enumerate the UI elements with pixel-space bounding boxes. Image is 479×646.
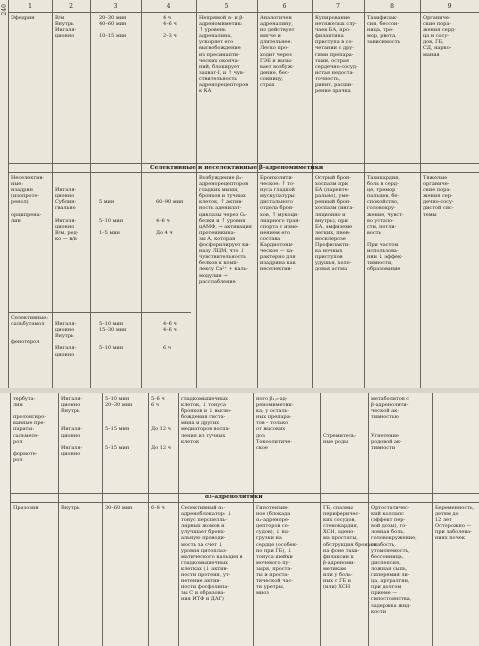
- column-header-5: 5: [224, 3, 229, 10]
- column-divider: [364, 0, 365, 388]
- cell-onset: 5–10 мин 20–30 мин 5–15 мин 5–15 мин: [105, 396, 133, 451]
- cell-mechanism: Возбуждение β₂- адренорецепторов гладких мышц бронхов и тучных клеток, ↑ актив- ность аденилат- циклазы через Gₛ- белки и ↑ уровня цАМФ, → активация протеинкина- зы A, которая фосфорилирует ки- назу ЛЦМ, что ↓ чувствительность белков к комп- лексу Ca²⁺ + каль- модулин → расслабление: [199, 175, 252, 285]
- cell-duration: 4 ч 4–6 ч 2–3 ч: [163, 15, 177, 40]
- column-divider: [196, 0, 197, 388]
- cell-effects: Гипотензив- ное (блокада α₁-адреноре- цепторов со- судов), ↓ на- грузки на сердце (особен- но при ГБ), ↓ тонуса шейки мочевого пу- зыря, проста- ты и проста- тической час- ти уретры, миоз: [256, 505, 298, 597]
- cell-drug-name: тербута- лин пролонгиро- ванные пре- параты: сальметe- рол формотe- рол: [13, 396, 46, 463]
- bottom-page: [0, 393, 479, 646]
- column-divider: [312, 0, 313, 388]
- row-divider: [8, 163, 479, 164]
- section-heading: Селективные и неселективные β-адреномиметики: [150, 165, 324, 171]
- cell-drug-name: Селективные: сальбутамол фенотерол: [11, 315, 48, 346]
- cell-effects: ного β₁,₂-ад- реномиметик- ка; у осталь- ных препара- тов – только от высоких доз Токоолитиче- ское: [256, 396, 294, 451]
- cell-drug-name: Неселектив- ные: изадрин (изопроте- ренол) орципрена- лин: [11, 175, 44, 224]
- page-number: 240: [1, 4, 8, 16]
- cell-mechanism: Непрямой α- и β- адреномиметик: ↑ уровень адреналина, ускоряет его высвобождение из пресинапти- ческих оконча- ний, блокирует захват-I, и ↑ чув- ствительность адренорецепторов к КА: [199, 15, 249, 95]
- cell-contraindications: Тяжелые органиче- ские пора- жения сер- дечно-сосу- дистой сис- темы: [423, 175, 454, 218]
- cell-drug-name: Эфедрин: [11, 15, 35, 21]
- column-divider: [257, 0, 258, 388]
- cell-side-effects: метаболитов с β-адренолити- ческой ак- тивностью Угнетение родовой ак- тивности: [371, 396, 410, 451]
- row-divider: [10, 502, 479, 503]
- column-divider: [432, 393, 433, 646]
- column-divider: [178, 393, 179, 646]
- cell-duration: 6–8 ч: [151, 505, 165, 511]
- cell-indications: Купирование нетяжелых слу- чаев БА, про- филактика приступа в со- четании с дру- гими препара- тами, острая сердечно-сосуд- истая недоста- точность, ринит, расши- рение зрачка: [315, 15, 358, 95]
- column-divider: [90, 0, 91, 388]
- cell-duration: 5–6 ч 6 ч До 12 ч До 12 ч: [151, 396, 171, 451]
- column-header-6: 6: [282, 3, 287, 10]
- cell-duration: 4–6 ч 4–6 ч 6 ч: [163, 321, 177, 352]
- column-divider: [52, 0, 53, 388]
- column-divider: [58, 393, 59, 646]
- cell-onset: 5 мин 5–10 мин 1–5 мин: [99, 199, 124, 236]
- cell-mechanism: Селективный α₁- адреноблокатор: ↓ тонус перспелль- лярных жомов и улучшает бронх- альную проводи- мость за счет ↓ уровня цитоплаз- матического кальция в гладкомышечных клетках (↓ актив- ности протеин, ут- нетение актив- ности фосфолипа- зы C и образова- ния ИТФ и ДАГ): [181, 505, 243, 603]
- column-header-3: 3: [113, 3, 118, 10]
- cell-indications: Стремитель- ные роды: [323, 432, 357, 445]
- column-divider: [8, 0, 9, 388]
- cell-drug-name: Празозин: [13, 505, 39, 511]
- column-header-8: 8: [390, 3, 394, 10]
- section-heading: α₁-адренолитики: [205, 494, 263, 500]
- cell-mechanism: гладкомышечных клеток, ↓ тонуса бронхов и ↓ высво- бождения гиста- мина и других медиаторов воспа- ления из тучных клеток: [181, 396, 232, 445]
- cell-side-effects: Тахифилак- сия, бессон- ница, тре- мор, рвота, зависимость: [367, 15, 401, 46]
- cell-onset: 30–60 мин: [105, 505, 133, 511]
- cell-contraindications: Органиче- ские пора- жения серд- ца и сосу- дов, ГБ, СД, нарко- мания: [423, 15, 456, 58]
- column-divider: [148, 393, 149, 646]
- cell-onset: 5–10 мин 15–30 мин 5–10 мин: [99, 321, 127, 352]
- header-divider: [8, 12, 479, 13]
- cell-indications: Острый брон- хоспазм при БА (паренте- рально), уме- ренный брон- хоспазм (инга- ляционно и внутрь), при БА, эмфиземе легких, пнев- москлерозе Профилакти- ка ночных приступов удушья, холо- довая астма: [315, 175, 355, 273]
- column-header-4: 4: [166, 3, 171, 10]
- column-divider: [141, 0, 142, 388]
- column-header-7: 7: [336, 3, 340, 10]
- cell-route: Ингаля- ционно Сублин- гвально Ингаля- ционно В/м, ред- ко — в/в: [55, 187, 79, 242]
- cell-effects: Аналогичен адреналину, но действует мягче и длительнее. Легко про- ходит через ГЭБ и вызы- вает возбуж- дение, бес- сонницу, страх: [260, 15, 295, 89]
- column-header-1: 1: [28, 3, 32, 10]
- cell-route: В/м Внутрь Ингаля- ционно: [55, 15, 77, 40]
- column-divider: [420, 0, 421, 388]
- cell-contraindications: Беременность, детям до 12 лет Осторожно — при заболева- ниях почек: [435, 505, 475, 542]
- cell-onset: 20–30 мин 40–60 мин 10–15 мин: [99, 15, 127, 40]
- cell-route: Внутрь: [61, 505, 80, 511]
- column-divider: [320, 393, 321, 646]
- row-divider: [8, 172, 479, 173]
- cell-duration: 60–90 мин 4–6 ч До 4 ч: [156, 199, 184, 236]
- column-divider: [102, 393, 103, 646]
- column-divider: [10, 393, 11, 646]
- cell-indications: ГБ, спазмы периферичес- ких сосудов, стенокардия, ХСН, адено- ма простаты, обструкция бронхов на фоне тахи- филаксии к β-адреноми- метикам или у боль- ных с ГБ и (или) ХСН: [323, 505, 377, 591]
- cell-route: Ингаля- ционно Внутрь Ингаля- ционно: [55, 321, 77, 358]
- column-divider: [253, 393, 254, 646]
- cell-effects: Бронхолити- ческое: ↑ то- нуса гладкой мускулатуры дистального отдела брон- хов, ↑ мукоци- лиарного тран- спорта с изме- нением его состава Кардиотони- ческое — ха- рактерно для изадрина как неселектив-: [260, 175, 301, 273]
- cell-side-effects: Ортостатичес- кий коллапс (эффект пер- вой дозы), го- ловная боль, головокружение, слабость, утомляемость, бессонница, диспепсия, ложная сыпь, гиперемия ли- ца, артралгии, при долгом приеме — гипостоянства, задержка жид- кости: [371, 505, 417, 615]
- cell-side-effects: Тахикардия, боль в серд- це, тремор пальцев, бе- спокойство, головокру- жение, чувст- во устало- сти, потли- вость При частом использова- нии ↓ эффек- тивности, образование: [367, 175, 404, 273]
- cell-route: Ингаля- ционно Внутрь Ингаля- ционно Ингаля- ционно: [61, 396, 83, 457]
- row-divider: [8, 312, 191, 313]
- column-header-9: 9: [447, 3, 452, 10]
- column-header-2: 2: [69, 3, 73, 10]
